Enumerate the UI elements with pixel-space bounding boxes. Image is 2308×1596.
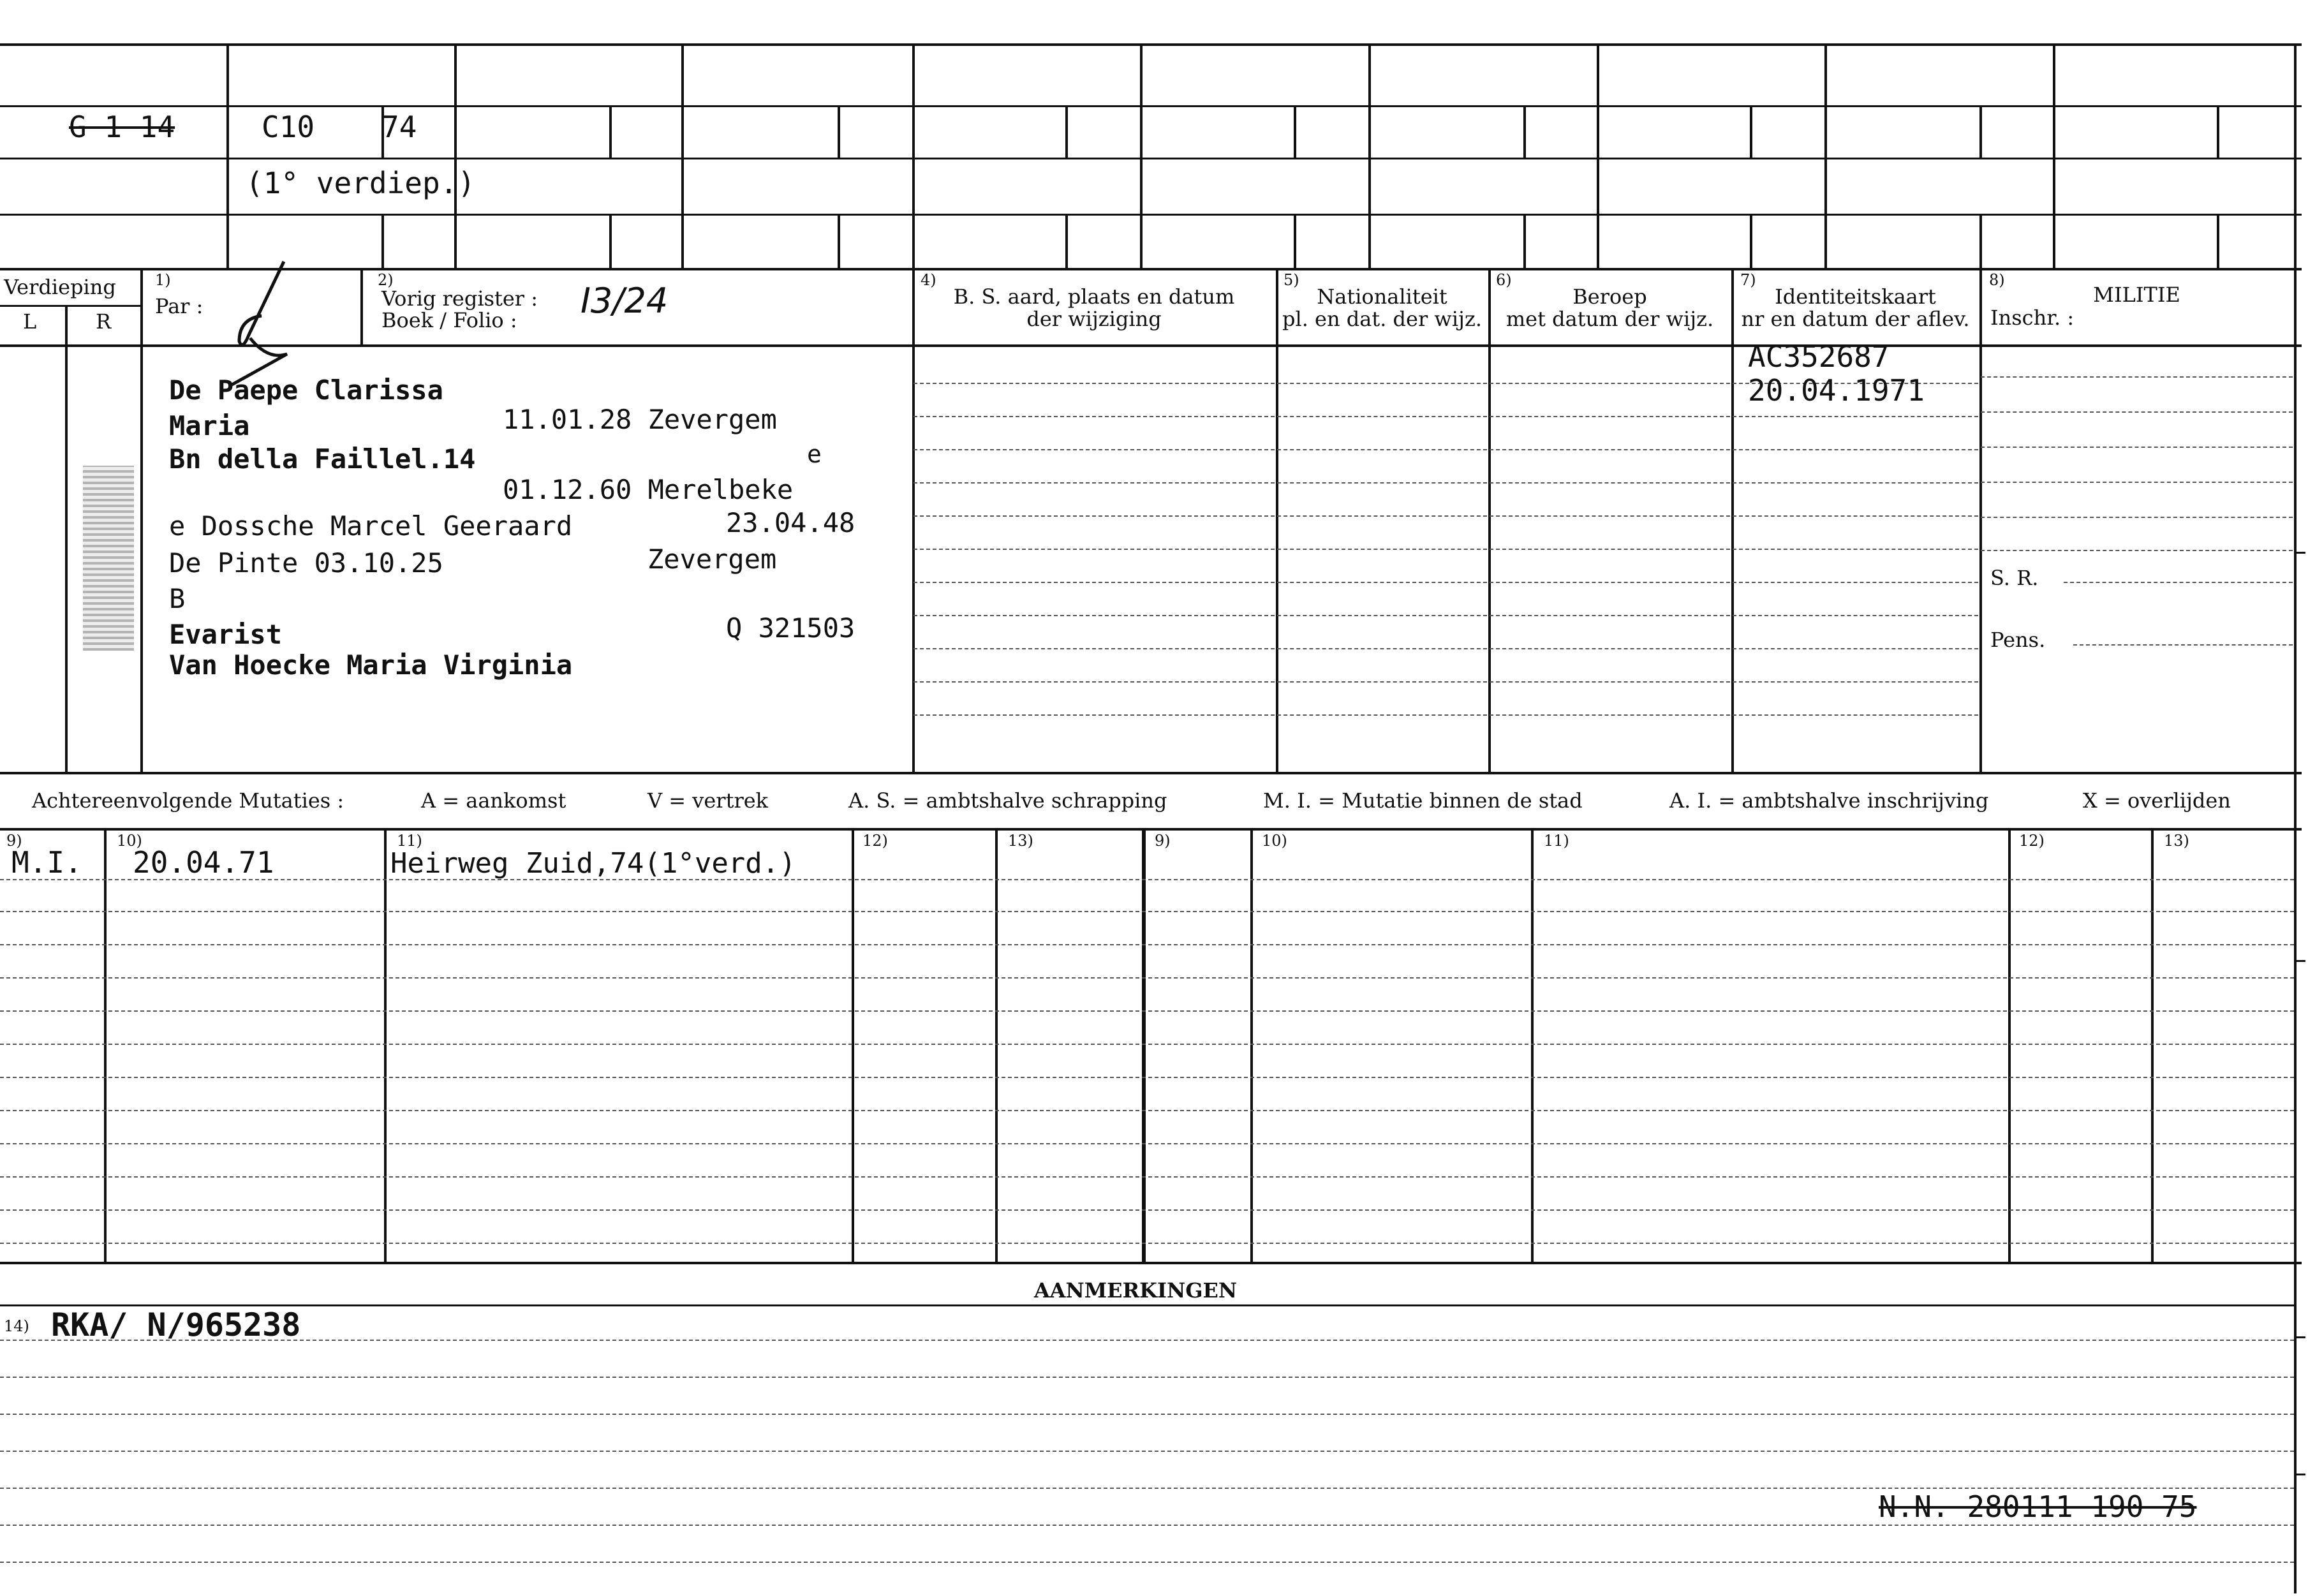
grid-divider: [1294, 214, 1296, 268]
mut-col-13: 13): [1008, 832, 1033, 850]
grid-divider: [1523, 105, 1526, 158]
grid-divider: [1523, 214, 1526, 268]
mut-col-13b: 13): [2164, 832, 2189, 850]
remarks-entry: RKA/ N/965238: [51, 1306, 301, 1343]
house-number: 74: [381, 110, 417, 144]
divider-id-mil: [1979, 268, 1982, 772]
remarks-title: AANMERKINGEN: [1033, 1278, 1238, 1303]
mut-divider: [2151, 829, 2154, 1262]
divider-bs-nat: [1276, 268, 1278, 772]
grid-divider: [1597, 43, 1599, 268]
legend-top-line: [0, 772, 2302, 774]
par-label: Par :: [155, 294, 203, 318]
person-line-5-date: 23.04.48: [726, 507, 855, 538]
mut-divider: [1250, 829, 1253, 1262]
grid-divider: [838, 214, 840, 268]
divider-par-vorig: [360, 268, 363, 344]
nat-header-line1: Nationaliteit: [1317, 284, 1447, 309]
grid-divider: [1368, 43, 1371, 268]
grid-divider: [226, 43, 229, 268]
top-grid-line: [0, 268, 2302, 270]
note-14: 14): [4, 1317, 29, 1335]
nn-number: N.N. 280111 190 75: [1879, 1489, 2197, 1524]
note-1: 1): [155, 271, 171, 289]
grid-divider: [1750, 105, 1752, 158]
mutation-type: M.I.: [11, 845, 82, 880]
grid-divider: [1979, 105, 1982, 158]
grid-divider: [381, 214, 384, 268]
pens-label: Pens.: [1990, 628, 2046, 652]
mutations-bottom-line: [0, 1262, 2302, 1264]
grid-divider: [609, 214, 612, 268]
person-line-5-name: e Dossche Marcel Geeraard: [169, 510, 573, 542]
mut-col-11b: 11): [1544, 832, 1569, 850]
person-line-1: De Paepe Clarissa: [169, 374, 443, 406]
mut-divider: [384, 829, 387, 1262]
tick: [2294, 1336, 2305, 1338]
nat-header-line2: pl. en dat. der wijz.: [1282, 307, 1482, 331]
mut-divider: [1531, 829, 1534, 1262]
grid-divider: [1294, 105, 1296, 158]
floor-note: (1° verdiep.): [246, 166, 476, 200]
top-grid-line: [0, 214, 2302, 216]
legend-v: V = vertrek: [647, 788, 769, 813]
note-2: 2): [378, 271, 394, 289]
grid-divider: [1065, 214, 1068, 268]
vorig-register-value: I3/24: [581, 281, 669, 321]
divider-l-r: [65, 305, 68, 772]
id-header-line2: nr en datum der aflev.: [1741, 307, 1970, 331]
person-line-9: Van Hoecke Maria Virginia: [169, 649, 573, 681]
old-code: G 1 14: [69, 110, 175, 144]
verdieping-label: Verdieping: [4, 275, 116, 299]
person-line-3: Bn della Faillel.14: [169, 443, 476, 475]
note-6: 6): [1496, 271, 1512, 289]
legend-x: X = overlijden: [2083, 788, 2231, 813]
person-line-6-place: Zevergem: [647, 543, 777, 575]
legend-a: A = aankomst: [421, 788, 566, 813]
legend-mi: M. I. = Mutatie binnen de stad: [1263, 788, 1583, 813]
grid-divider: [681, 43, 684, 268]
person-line-8-code: Q 321503: [726, 612, 855, 644]
mut-divider: [2008, 829, 2011, 1262]
note-4: 4): [921, 271, 936, 289]
grid-divider: [2217, 105, 2219, 158]
person-line-8-name: Evarist: [169, 619, 283, 650]
militie-header: MILITIE: [2093, 283, 2180, 307]
mutation-address: Heirweg Zuid,74(1°verd.): [390, 847, 796, 880]
mut-col-12: 12): [862, 832, 888, 850]
person-line-2-name: Maria: [169, 410, 250, 441]
note-8: 8): [1989, 271, 2005, 289]
grid-divider: [2217, 214, 2219, 268]
tick: [2294, 1474, 2305, 1475]
id-card-number: AC352687: [1748, 339, 1890, 374]
mut-divider: [104, 829, 107, 1262]
mut-divider: [852, 829, 854, 1262]
legend-as: A. S. = ambtshalve schrapping: [848, 788, 1167, 813]
note-5: 5): [1283, 271, 1299, 289]
boek-folio-label: Boek / Folio :: [381, 308, 517, 332]
verdieping-split: [0, 305, 142, 307]
legend-title: Achtereenvolgende Mutaties :: [32, 788, 344, 813]
grid-divider: [1979, 214, 1982, 268]
person-line-2-birth: 11.01.28 Zevergem: [503, 404, 777, 435]
grid-divider: [1065, 105, 1068, 158]
remarks-line: [0, 1304, 2294, 1306]
mut-col-12b: 12): [2019, 832, 2045, 850]
grid-divider: [838, 105, 840, 158]
top-grid-line: [0, 105, 2302, 107]
header-bottom-line: [0, 344, 2302, 347]
person-line-6: De Pinte 03.10.25: [169, 547, 443, 579]
right-border: [2294, 43, 2297, 1593]
bs-header-line2: der wijziging: [1026, 307, 1162, 331]
mut-divider: [995, 829, 998, 1262]
r-label: R: [96, 309, 112, 334]
grid-divider: [912, 43, 915, 268]
top-border: [0, 43, 2302, 46]
mut-divider: [1142, 829, 1146, 1262]
mutation-date: 20.04.71: [133, 845, 274, 880]
divider-r-par: [140, 268, 143, 772]
divider-ber-id: [1731, 268, 1734, 772]
vorig-register-label: Vorig register :: [381, 286, 538, 311]
grid-divider: [609, 105, 612, 158]
note-7: 7): [1740, 271, 1756, 289]
tick: [2294, 960, 2305, 962]
person-line-4: 01.12.60 Merelbeke: [503, 474, 794, 505]
mut-col-9b: 9): [1155, 832, 1171, 850]
mutations-top-line: [0, 828, 2302, 831]
bs-header-line1: B. S. aard, plaats en datum: [953, 284, 1235, 309]
code: C10: [262, 110, 315, 144]
sr-label: S. R.: [1990, 566, 2039, 590]
person-line-3-e: e: [807, 440, 822, 468]
person-line-7: B: [169, 583, 186, 614]
grid-divider: [1140, 43, 1143, 268]
grid-divider: [1750, 214, 1752, 268]
stamp-mark: [83, 466, 134, 651]
inschr-label: Inschr. :: [1990, 306, 2075, 330]
ber-header-line1: Beroep: [1572, 284, 1647, 309]
grid-divider: [454, 43, 457, 268]
legend-ai: A. I. = ambtshalve inschrijving: [1669, 788, 1989, 813]
mut-col-10: 10): [117, 832, 142, 850]
grid-divider: [1824, 43, 1827, 268]
tick: [2294, 552, 2305, 554]
grid-divider: [2053, 43, 2055, 268]
mut-col-11: 11): [397, 832, 422, 850]
id-card-date: 20.04.1971: [1748, 373, 1925, 408]
mut-col-10b: 10): [1262, 832, 1287, 850]
id-header-line1: Identiteitskaart: [1775, 284, 1936, 309]
top-grid-line: [0, 158, 2302, 159]
l-label: L: [23, 309, 37, 334]
divider-nat-ber: [1488, 268, 1491, 772]
mut-col-9: 9): [6, 832, 22, 850]
divider-main-bs: [912, 268, 915, 772]
ber-header-line2: met datum der wijz.: [1505, 307, 1714, 331]
